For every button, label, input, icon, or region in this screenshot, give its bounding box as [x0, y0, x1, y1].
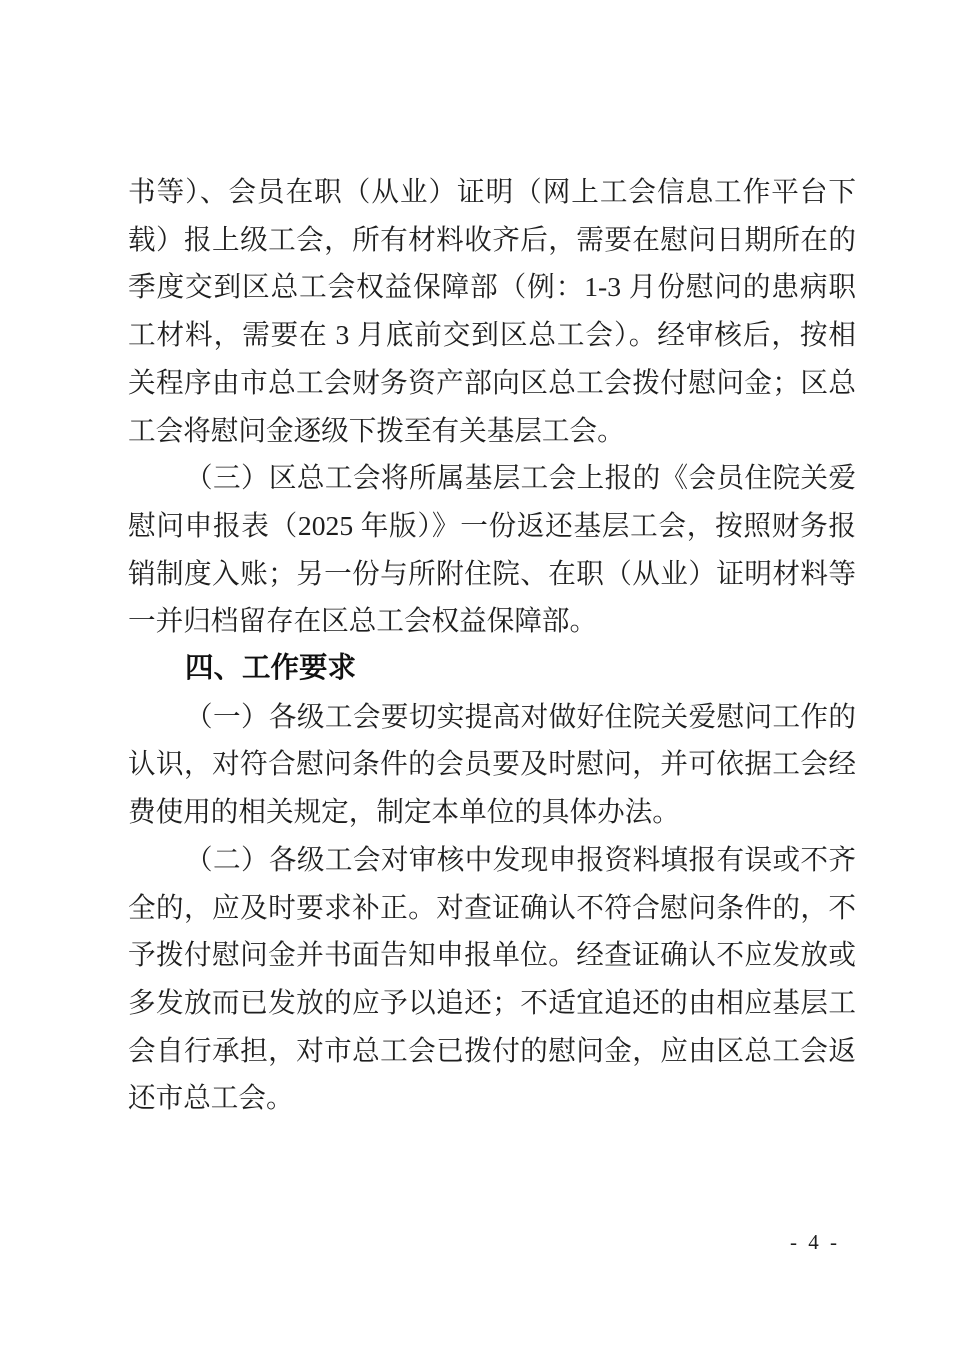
paragraph-item-one: （一）各级工会要切实提高对做好住院关爱慰问工作的认识，对符合慰问条件的会员要及时慰问，并可依据工会经费使用的相关规定，制定本单位的具体办法。 — [128, 700, 856, 828]
document-body — [128, 168, 856, 1122]
section-heading-work-requirements: 四、工作要求 — [185, 652, 357, 685]
paragraph-item-two: （二）各级工会对审核中发现申报资料填报有误或不齐全的，应及时要求补正。对查证确认不符合慰问条件的，不予拨付慰问金并书面告知申报单位。经查证确认不应发放或多发放而已发放的应予以追还；不适宜追还的由相应基层工会自行承担，对市总工会已拨付的慰问金，应由区总工会返还市总工会。 — [128, 843, 856, 1114]
paragraph-continuation: 书等）、会员在职（从业）证明（网上工会信息工作平台下载）报上级工会，所有材料收齐后，需要在慰问日期所在的季度交到区总工会权益保障部（例：1-3 月份慰问的患病职工材料，需要在 3 月底前交到区总工会）。经审核后，按相关程序由市总工会财务资产部向区总工会拨付慰问金；区总工会将慰问金逐级下拨至有关基层工会。 — [128, 176, 856, 446]
page-number: - 4 - — [790, 1230, 840, 1254]
paragraph-item-three: （三）区总工会将所属基层工会上报的《会员住院关爱慰问申报表（2025 年版）》一份返还基层工会，按照财务报销制度入账；另一份与所附住院、在职（从业）证明材料等一并归档留存在区总工会权益保障部。 — [128, 462, 856, 637]
